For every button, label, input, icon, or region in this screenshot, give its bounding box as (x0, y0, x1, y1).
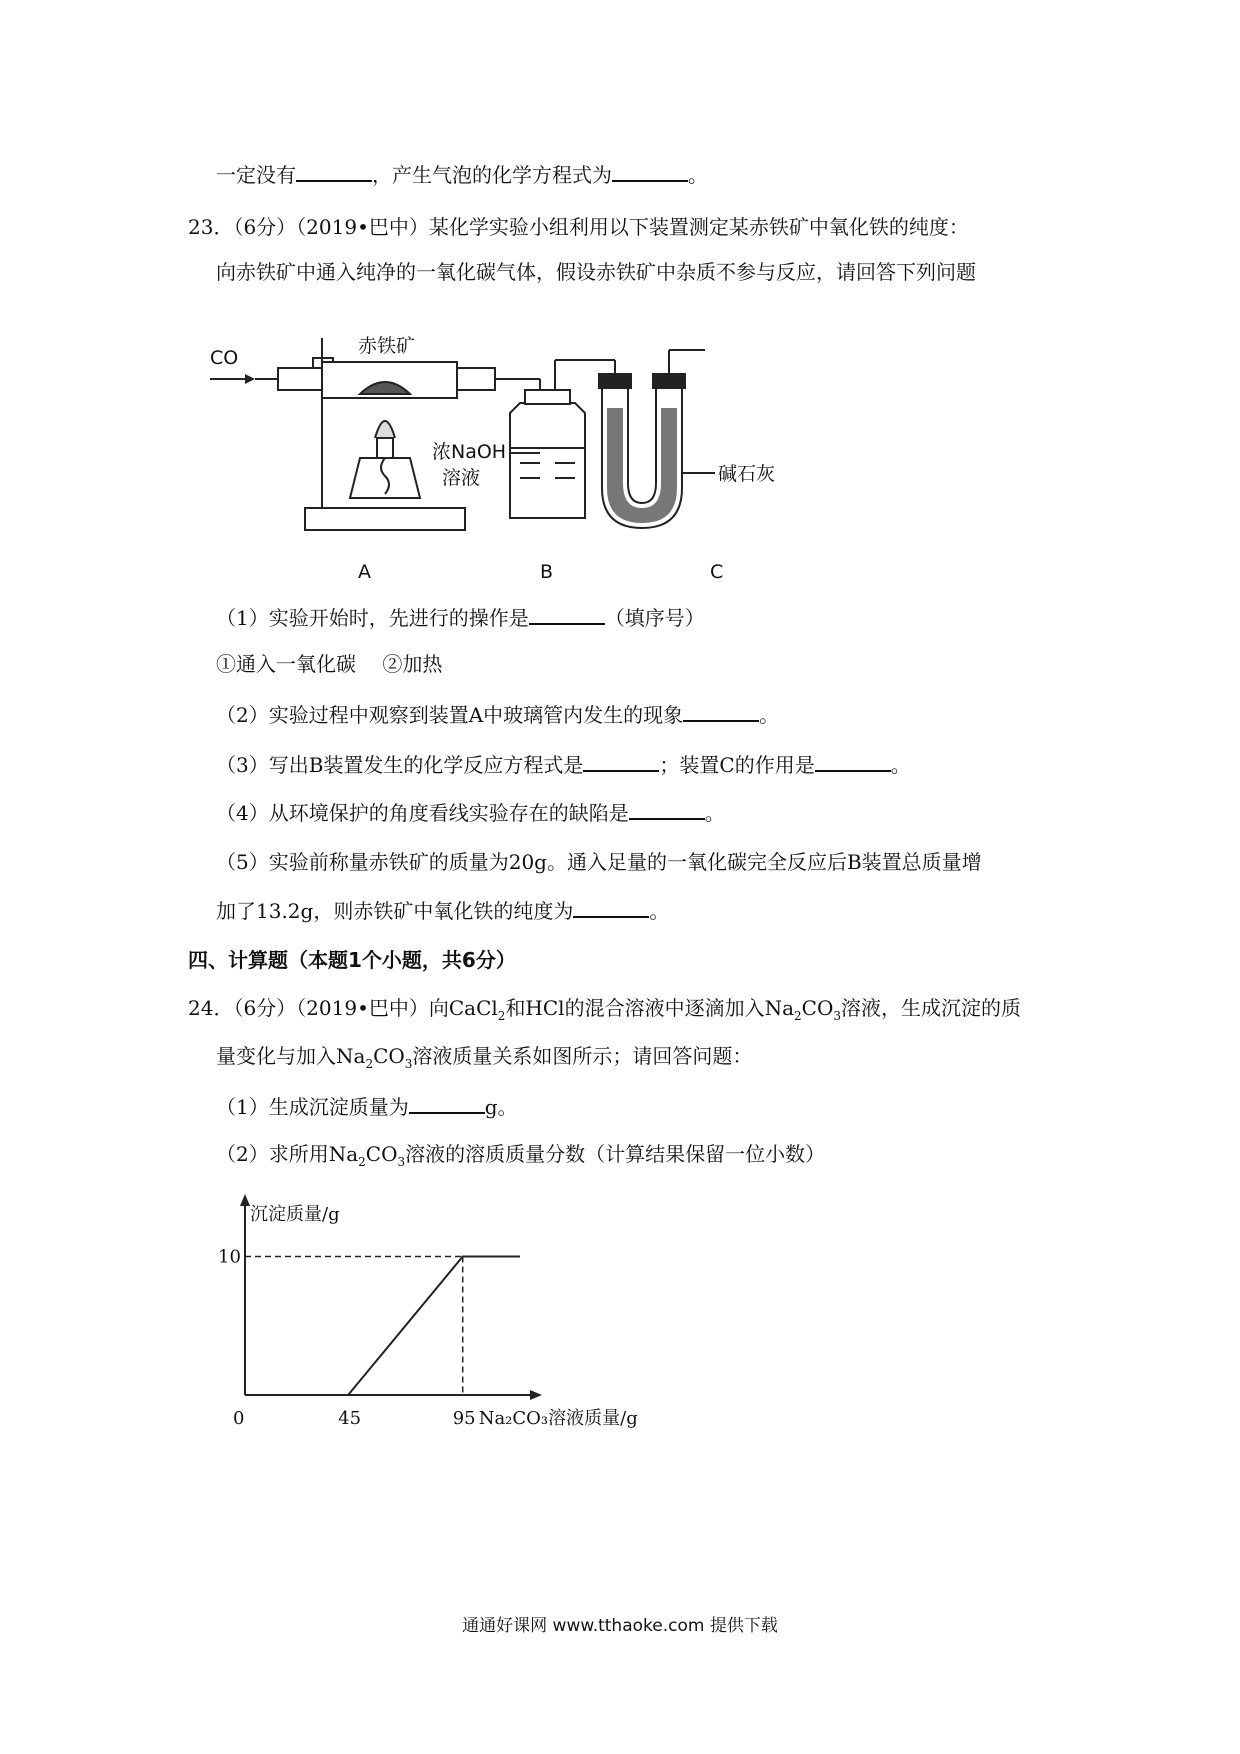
alcohol-lamp (350, 458, 420, 498)
u-tube-stopper-right (653, 374, 685, 388)
u-tube-stopper-left (599, 374, 631, 388)
co-label: CO (210, 347, 239, 369)
answer-blank (529, 603, 605, 625)
q23-part5-line2: 加了13.2g，则赤铁矿中氧化铁的纯度为 。 (216, 896, 669, 925)
x-axis-arrow-icon (530, 1390, 542, 1400)
naoh-label-2: 溶液 (442, 467, 481, 489)
y-tick-label: 10 (218, 1246, 241, 1268)
answer-blank (629, 798, 705, 820)
q24-part1: （1）生成沉淀质量为 g。 (216, 1092, 518, 1121)
x-axis-label: Na₂CO₃溶液质量/g (478, 1408, 638, 1429)
q23-options: ①通入一氧化碳 ②加热 (216, 652, 443, 676)
label-a: A (358, 561, 371, 583)
q24-line2: 量变化与加入$Na_2CO_3$溶液质量关系如图所示；请回答问题： (216, 1044, 753, 1071)
q24-part2: （2）求所用$Na_2CO_3$溶液的溶质质量分数（计算结果保留一位小数） (216, 1142, 826, 1169)
inlet-stopper (278, 368, 322, 390)
x-tick-label: 0 (233, 1408, 245, 1429)
apparatus-figure (210, 318, 890, 593)
label-c: C (710, 561, 724, 583)
soda-lime-label: 碱石灰 (718, 463, 776, 485)
answer-blank (573, 896, 649, 918)
q22-tail-line: 一定没有 ，产生气泡的化学方程式为 。 (216, 160, 708, 189)
series-line (348, 1257, 520, 1395)
answer-blank (583, 750, 659, 772)
q23-part1: （1）实验开始时，先进行的操作是 （填序号） (216, 603, 705, 632)
x-tick-label: 95 (452, 1408, 476, 1429)
flame (375, 421, 395, 438)
label-b: B (540, 561, 554, 583)
stand-base (305, 508, 465, 530)
q23-intro: 向赤铁矿中通入纯净的一氧化碳气体，假设赤铁矿中杂质不参与反应，请回答下列问题 (216, 260, 976, 284)
precipitate-chart (210, 1190, 638, 1435)
x-tick-label: 45 (338, 1408, 362, 1429)
answer-blank (296, 160, 372, 182)
q23-part3: （3）写出B装置发生的化学反应方程式是 ；装置C的作用是 。 (216, 750, 911, 779)
q23-part2: （2）实验过程中观察到装置A中玻璃管内发生的现象 。 (216, 700, 779, 729)
naoh-label-1: 浓NaOH (432, 441, 507, 463)
answer-blank (612, 160, 688, 182)
soda-lime-fill (607, 408, 677, 523)
q23-part5-line1: （5）实验前称量赤铁矿的质量为20g。通入足量的一氧化碳完全反应后B装置总质量增 (216, 850, 982, 874)
y-axis-arrow-icon (240, 1194, 250, 1206)
arrow-icon (245, 374, 255, 384)
q24-header: 24．（6分）（2019•巴中）向CaCl$_2$和HCl的混合溶液中逐滴加入$Na_2CO_3$溶液，生成沉淀的质 (188, 996, 1021, 1023)
q23-header: 23．（6分）（2019•巴中）某化学实验小组利用以下装置测定某赤铁矿中氧化铁的纯度： (188, 215, 969, 239)
answer-blank (815, 750, 891, 772)
answer-blank (683, 700, 759, 722)
y-axis-label: 沉淀质量/g (250, 1204, 340, 1225)
section-title: 四、计算题（本题1个小题，共6分） (188, 948, 516, 972)
q23-part4: （4）从环境保护的角度看线实验存在的缺陷是 。 (216, 798, 725, 827)
outlet-stopper (457, 368, 495, 390)
footer: 通通好课网 www.tthaoke.com 提供下载 (462, 1616, 778, 1636)
ore-label: 赤铁矿 (358, 335, 416, 357)
answer-blank (409, 1092, 485, 1114)
wash-bottle (510, 403, 585, 518)
